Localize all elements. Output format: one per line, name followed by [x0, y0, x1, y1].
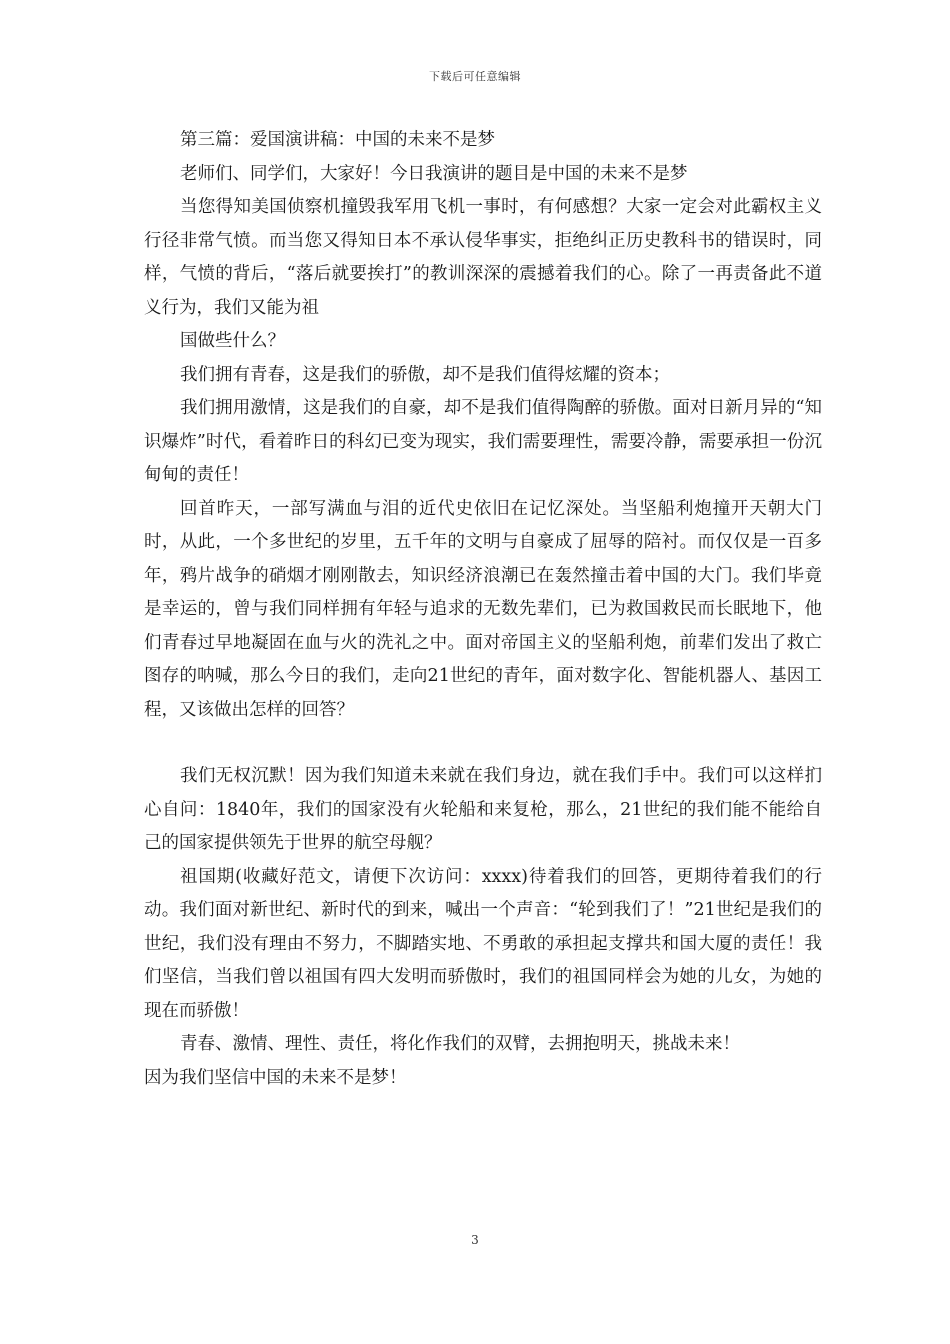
paragraph-history: 回首昨天，一部写满血与泪的近代史依旧在记忆深处。当坚船利炮撞开天朝大门时，从此，一个多世纪的岁里，五千年的文明与自豪成了屈辱的陪衬。而仅仅是一百多年，鸦片战争的硝烟才刚刚散去，知识经济浪潮已在轰然撞击着中国的大门。我们毕竟是幸运的，曾与我们同样拥有年轻与追求的无数先辈们，已为救国救民而长眠地下，他们青春过早地凝固在血与火的洗礼之中。面对帝国主义的坚船利炮，前辈们发出了救亡图存的呐喊，那么今日的我们，走向21世纪的青年，面对数字化、智能机器人、基因工程，又该做出怎样的回答？ — [144, 498, 822, 720]
paragraph-embrace: 青春、激情、理性、责任，将化作我们的双臂，去拥抱明天，挑战未来！ — [180, 1034, 740, 1054]
paragraph-hegemony: 当您得知美国侦察机撞毁我军用飞机一事时，有何感想？大家一定会对此霸权主义行径非常气愤。而当您又得知日本不承认侵华事实，拒绝纠正历史教科书的错误时，同样，气愤的背后，“落后就要挨打”的教训深深的震撼着我们的心。除了一再责备此不道义行为，我们又能为祖 — [144, 197, 822, 318]
page-number: 3 — [471, 1233, 479, 1247]
paragraph-motherland: 祖国期(收藏好范文，请便下次访问：xxxx)待着我们的回答，更期待着我们的行动。我们面对新世纪、新时代的到来，喊出一个声音：“轮到我们了！”21世纪是我们的世纪，我们没有理由不努力，不脚踏实地、不勇敢的承担起支撑共和国大厦的责任！我们坚信，当我们曾以祖国有四大发明而骄傲时，我们的祖国同样会为她的儿女，为她的现在而骄傲！ — [144, 866, 822, 1021]
article-body — [144, 124, 822, 1095]
page-header-note: 下载后可任意编辑 — [429, 70, 521, 83]
paragraph-passion: 我们拥用激情，这是我们的自豪，却不是我们值得陶醉的骄傲。面对日新月异的“知识爆炸”时代，看着昨日的科幻已变为现实，我们需要理性，需要冷静，需要承担一份沉甸甸的责任！ — [144, 398, 822, 485]
paragraph-question: 国做些什么？ — [180, 331, 285, 351]
article-title: 第三篇：爱国演讲稿：中国的未来不是梦 — [180, 130, 495, 150]
paragraph-greeting: 老师们、同学们，大家好！今日我演讲的题目是中国的未来不是梦 — [180, 163, 688, 184]
paragraph-no-silence: 我们无权沉默！因为我们知道未来就在我们身边，就在我们手中。我们可以这样扪心自问：1840年，我们的国家没有火轮船和来复枪，那么，21世纪的我们能不能给自己的国家提供领先于世界的航空母舰？ — [144, 766, 822, 853]
paragraph-youth: 我们拥有青春，这是我们的骄傲，却不是我们值得炫耀的资本； — [180, 364, 670, 385]
paragraph-closing: 因为我们坚信中国的未来不是梦！ — [144, 1067, 407, 1088]
